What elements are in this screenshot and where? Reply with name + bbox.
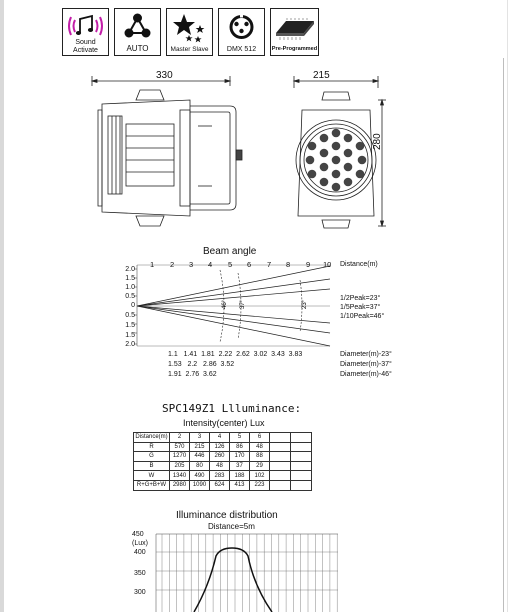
diameter-values: 1.1 1.41 1.81 2.22 2.62 3.02 3.43 3.83 1.53 2.2 2.86 3.52 1.91 2.76 3.62 <box>168 351 303 379</box>
beam-angle-title: Beam angle <box>203 246 257 257</box>
beam-legend: 1/2Peak=23° 1/5Peak=37° 1/10Peak=46° <box>340 295 385 320</box>
table-row: Distance(m) 2 3 4 5 6 <box>134 433 312 443</box>
feature-sound-activate <box>62 8 109 56</box>
feature-pre-programmed <box>270 8 319 56</box>
angle-mark: 46° <box>222 299 228 309</box>
angle-mark: 37° <box>240 299 246 309</box>
distribution-y-tick: 300 <box>134 589 146 596</box>
side-width-dimension: 330 <box>156 70 173 81</box>
table-row: W 1340 490 283 188 102 <box>134 471 312 481</box>
front-height-dimension: 280 <box>372 133 383 150</box>
beam-angle-diagram <box>120 258 350 358</box>
distribution-y-tick: 350 <box>134 570 146 577</box>
illuminance-subtitle: Intensity(center) Lux <box>183 418 265 428</box>
fixture-dimension-drawing <box>80 66 400 232</box>
distribution-title: Illuminance distribution <box>176 510 278 521</box>
margin-rule <box>503 58 504 612</box>
distribution-subtitle: Distance=5m <box>208 522 255 531</box>
distribution-y-tick: 450 <box>132 531 144 538</box>
feature-label: AUTO <box>126 44 149 53</box>
illuminance-table <box>133 432 312 491</box>
beam-y-ticks-top: 2.0 1.5 1.0 0.5 0 <box>125 266 135 309</box>
angle-mark: 23° <box>302 299 308 309</box>
distance-axis-label: Distance(m) <box>340 261 378 268</box>
table-row: R+G+B+W 2980 1090 624 413 223 <box>134 480 312 490</box>
distribution-y-unit: (Lux) <box>132 540 148 547</box>
distribution-y-tick: 400 <box>134 549 146 556</box>
feature-label: Sound Activate <box>73 39 98 54</box>
feature-master-slave <box>166 8 213 56</box>
table-row: R 570 215 126 86 48 <box>134 442 312 452</box>
diameter-labels: Diameter(m)-23° Diameter(m)-37° Diameter(m)-46° <box>340 351 392 379</box>
table-row: G 1270 446 260 170 88 <box>134 452 312 462</box>
front-width-dimension: 215 <box>313 70 330 81</box>
feature-auto <box>114 8 161 56</box>
feature-dmx <box>218 8 265 56</box>
table-row: B 205 80 48 37 29 <box>134 461 312 471</box>
distribution-plot <box>154 530 340 612</box>
feature-label: Pre-Programmed <box>271 46 318 52</box>
beam-y-ticks-bottom: 0.5 1.5 1.5 2.0 <box>125 312 135 349</box>
feature-label: Master Slave <box>170 46 209 53</box>
page-left-edge <box>0 0 4 612</box>
feature-label: DMX 512 <box>226 46 257 53</box>
page-right-edge <box>507 0 508 612</box>
illuminance-title: SPC149Z1 Llluminance: <box>162 402 302 415</box>
